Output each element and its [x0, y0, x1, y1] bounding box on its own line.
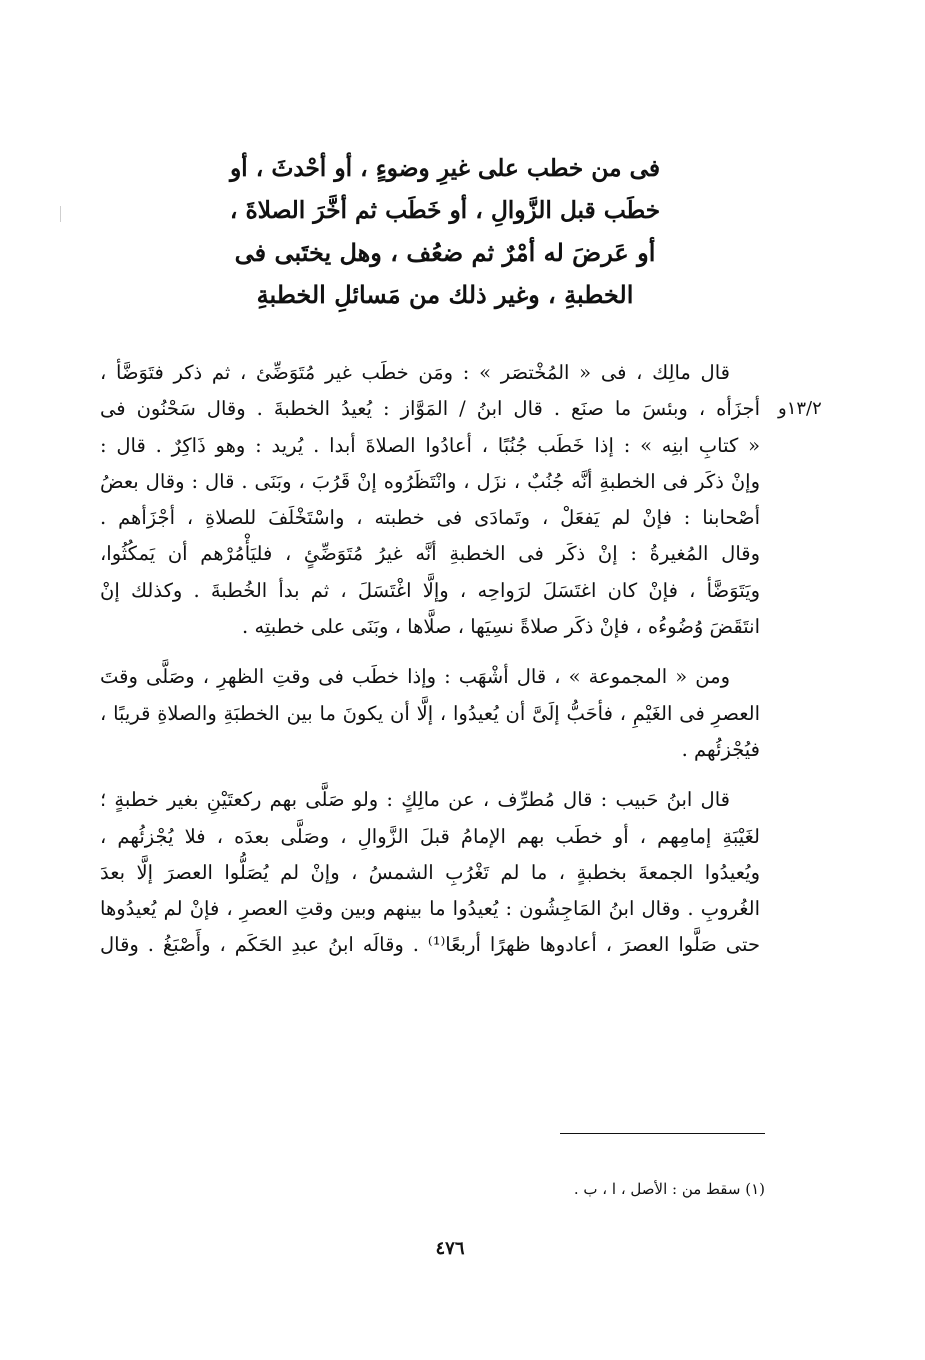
- text-line: وإنْ ذكَر فى الخطبةِ أنَّه جُنُبٌ ، نزَل ، وانْتَظَرُوه إنْ قَرُبَ ، وبَنَى . قال : وقال بعضُ: [100, 469, 760, 493]
- heading-line: أو عَرضَ له أمْرٌ ثم ضعُف ، وهل يختَبى فى: [234, 238, 656, 267]
- text-line: فيُجْزئُهم .: [681, 737, 760, 761]
- manuscript-folio-note: ١٣/٢و: [778, 398, 822, 419]
- text-line: ومن « المجموعة » ، قال أشْهَب : وإذا خطَب فى وقتِ الظهرِ ، وصَلَّى وقتَ: [100, 665, 730, 689]
- text-line: قال ابنُ حَبيب : قال مُطرِّف ، عن مالِكٍ : ولو صَلَّى بهم ركعتَيْنِ بغير خطبةٍ ؛: [100, 788, 730, 812]
- text-line: لغَيْبَةِ إمامِهم ، أو خطَب بهم الإمامُ قبلَ الزَّوالِ ، وصَلَّى بعدَه ، فلا يُجْزئُهم ،: [100, 824, 760, 848]
- paragraph-spacer: [100, 645, 760, 659]
- heading-line: خطَب قبل الزَّوالِ ، أو خَطَب ثم أخَّرَ الصلاةَ ،: [229, 197, 660, 224]
- text-line: قال مالِك ، فى « المُخْتصَر » : ومَن خطَب غير مُتَوَضِّئ ، ثم ذكر فتَوَضَّأ ،: [100, 361, 730, 384]
- text-line: وقال المُغيرةُ : إنْ ذكَر فى الخطبةِ أنَّه غيرُ مُتَوَضِّئٍ ، فليَأْمُرْهم أن يَمكُثُوا،: [100, 542, 760, 566]
- text-line: ويُعيدُوا الجمعةَ بخطبةٍ ، ما لم تَغْرُبِ الشمسُ ، وإنْ لم يُصَلُّوا العصرَ إلَّا بعدَ: [100, 860, 760, 884]
- text-line: ويَتَوَضَّأ ، فإنْ كان اغتَسَلَ لرَواحِه ، وإلَّا اغْتَسَلَ ، ثم بدأ الخُطبةَ . وكذلك إنْ: [100, 578, 760, 602]
- body-text: [100, 355, 760, 964]
- text-line: حتى صَلَّوا العصرَ ، أعادوها ظهرًا أربعًا⁽¹⁾ . وقالَه ابنُ عبدِ الحَكَم ، وأَصْبَغُ . وقال: [100, 933, 760, 957]
- text-line: الغُروبِ . وقال ابنُ المَاجِشُون : يُعيدُوا ما بينهم وبين وقتِ العصرِ ، فإنْ لم يُعيدُوها: [100, 897, 760, 921]
- footnote-separator: [560, 1133, 765, 1134]
- page-edge-mark: [60, 206, 67, 222]
- text-line: العصرِ فى الغَيْمِ ، فأحَبُّ إلَىَّ أن يُعيدُوا ، إلَّا أن يكونَ ما بين الخطبَةِ والصلاةِ قريبًا ،: [100, 701, 760, 725]
- chapter-heading: [230, 148, 660, 316]
- page-number: ٤٧٦: [435, 1238, 465, 1259]
- text-line: « كتابِ ابنِه » : إذا خَطَب جُنُبًا ، أعادُوا الصلاةَ أبدا . يُريد : وهو ذَاكِرٌ . قال :: [100, 433, 760, 457]
- paragraph-1: [100, 355, 760, 645]
- paragraph-2: [100, 659, 760, 768]
- text-line: أصْحابنا : فإنْ لم يَفعَلْ ، وتَمادَى فى خطبته ، واسْتَخْلَفَ للصلاةِ ، أجْزَأهم .: [100, 506, 760, 530]
- heading-line: الخطبةِ ، وغير ذلك من مَسائلِ الخطبةِ: [256, 280, 634, 309]
- heading-line: فى من خطب على غيرِ وضوءٍ ، أو أحْدثَ ، أو: [229, 155, 660, 182]
- footnote: (١) سقط من : الأصل ، ا ، ب .: [573, 1180, 765, 1198]
- paragraph-3: [100, 782, 760, 963]
- paragraph-spacer: [100, 768, 760, 782]
- text-line: انتَقَضَ وُضُوءُه ، فإنْ ذكَر صلاةً نسِيَها ، صلَّاها ، وبَنَى على خطبتِه .: [242, 615, 760, 639]
- text-line: أجزَأه ، وبئسَ ما صنَع . قال ابنُ / المَوَّاز : يُعيدُ الخطبةَ . وقال سَحْنُون فى: [100, 397, 760, 421]
